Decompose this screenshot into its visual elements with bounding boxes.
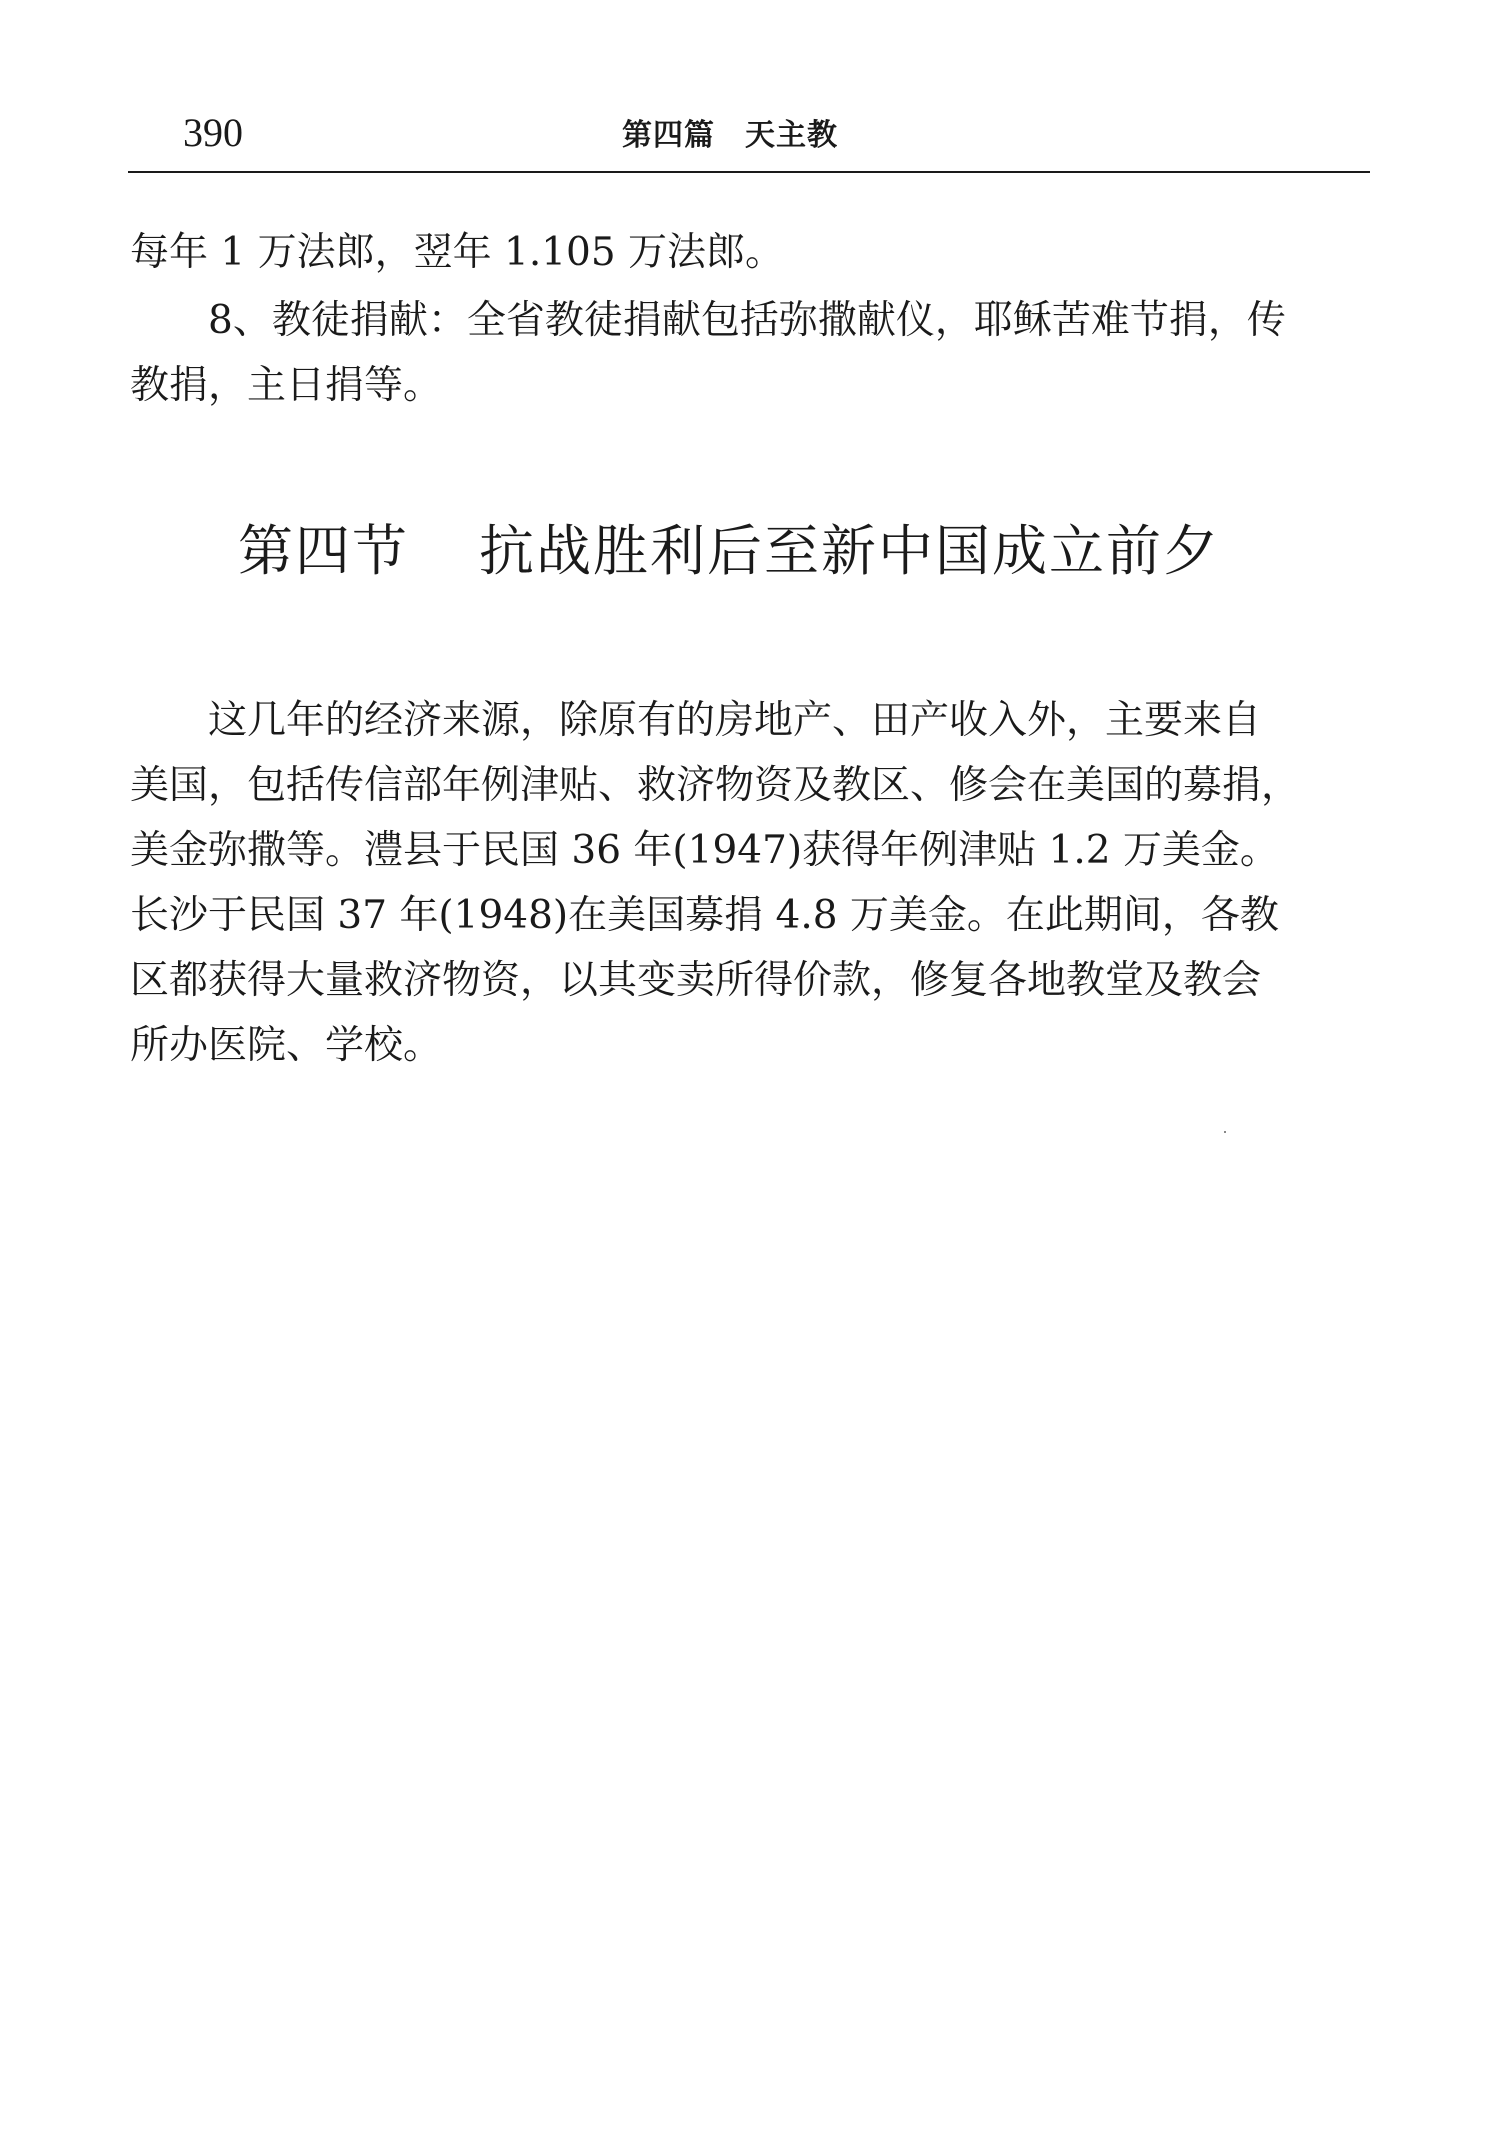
paragraph-line: 教捐，主日捐等。 [130,363,443,408]
paragraph-line: 每年 1 万法郎，翌年 1.105 万法郎。 [130,230,785,275]
header-rule [128,171,1370,173]
page-number: 390 [183,110,243,155]
paragraph-line: 这几年的经济来源，除原有的房地产、田产收入外，主要来自 [208,698,1262,743]
section-number: 第四节 [238,519,410,583]
scan-speck [1224,1131,1226,1133]
section-title: 抗战胜利后至新中国成立前夕 [479,519,1221,583]
paragraph-line: 长沙于民国 37 年(1948)在美国募捐 4.8 万美金。在此期间，各教 [130,893,1279,938]
paragraph-line: 美金弥撒等。澧县于民国 36 年(1947)获得年例津贴 1.2 万美金。 [130,828,1279,873]
paragraph-line: 8、教徒捐献：全省教徒捐献包括弥撒献仪，耶稣苦难节捐，传 [208,298,1286,343]
paragraph-continued [130,220,1375,285]
paragraph-line: 区都获得大量救济物资，以其变卖所得价款，修复各地教堂及教会 [130,958,1262,1003]
paragraph-donations [130,288,1375,418]
running-head [622,116,838,156]
paragraph-line: 所办医院、学校。 [130,1023,443,1068]
paragraph-line: 美国，包括传信部年例津贴、救济物资及教区、修会在美国的募捐， [130,763,1301,808]
running-head-part: 第四篇 [622,118,715,153]
running-head-title: 天主教 [745,118,838,153]
paragraph-funding [130,688,1375,1078]
section-heading [238,516,1220,586]
